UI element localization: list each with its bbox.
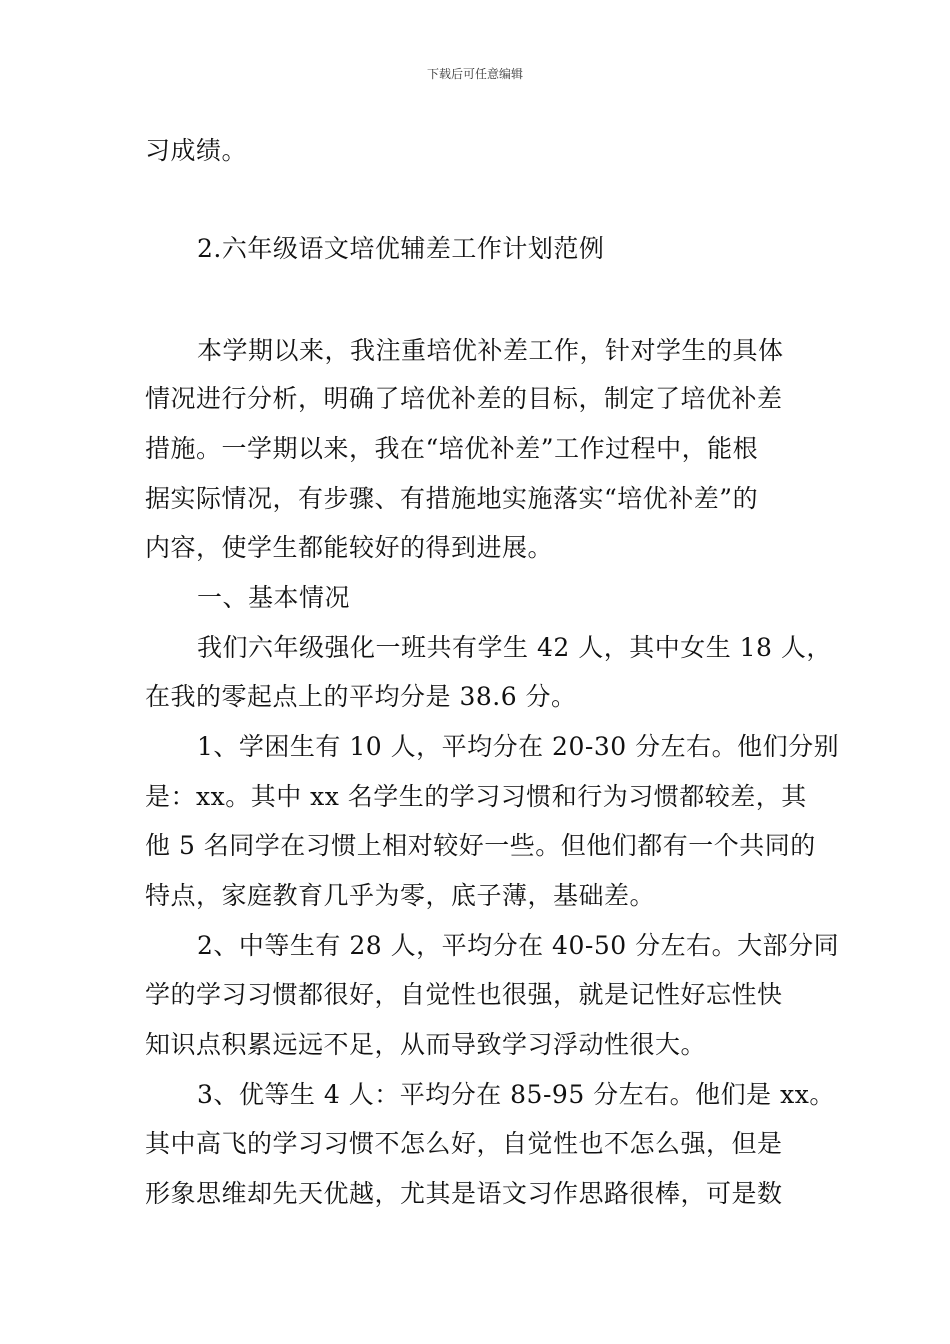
body-line: 特点，家庭教育几乎为零，底子薄，基础差。 [145,881,656,910]
body-line: 措施。一学期以来，我在“培优补差”工作过程中，能根 [145,434,759,463]
body-line: 1、学困生有 10 人，平均分在 20-30 分左右。他们分别 [197,732,840,761]
body-line: 2、中等生有 28 人，平均分在 40-50 分左右。大部分同 [197,931,840,960]
body-line: 形象思维却先天优越，尤其是语文习作思路很棒，可是数 [145,1179,783,1208]
body-line: 我们六年级强化一班共有学生 42 人，其中女生 18 人， [197,633,832,662]
body-line: 内容，使学生都能较好的得到进展。 [145,533,554,562]
body-line: 学的学习习惯都很好，自觉性也很强，就是记性好忘性快 [145,980,783,1009]
body-line: 知识点积累远远不足，从而导致学习浮动性很大。 [145,1030,707,1059]
body-line: 据实际情况，有步骤、有措施地实施落实“培优补差”的 [145,484,759,513]
body-line: 其中高飞的学习习惯不怎么好，自觉性也不怎么强，但是 [145,1129,783,1158]
subheading-basic-situation: 一、基本情况 [197,583,351,612]
body-line: 本学期以来，我注重培优补差工作，针对学生的具体 [197,336,784,365]
section-heading: 2.六年级语文培优辅差工作计划范例 [197,234,605,263]
body-line: 他 5 名同学在习惯上相对较好一些。但他们都有一个共同的 [145,831,816,860]
body-line: 3、优等生 4 人：平均分在 85-95 分左右。他们是 xx。 [197,1080,835,1109]
body-line: 情况进行分析，明确了培优补差的目标，制定了培优补差 [145,384,783,413]
body-line: 在我的零起点上的平均分是 38.6 分。 [145,682,577,711]
body-line: 是：xx。其中 xx 名学生的学习习惯和行为习惯都较差，其 [145,782,807,811]
body-line: 习成绩。 [145,136,248,165]
page-header: 下载后可任意编辑 [426,67,523,81]
